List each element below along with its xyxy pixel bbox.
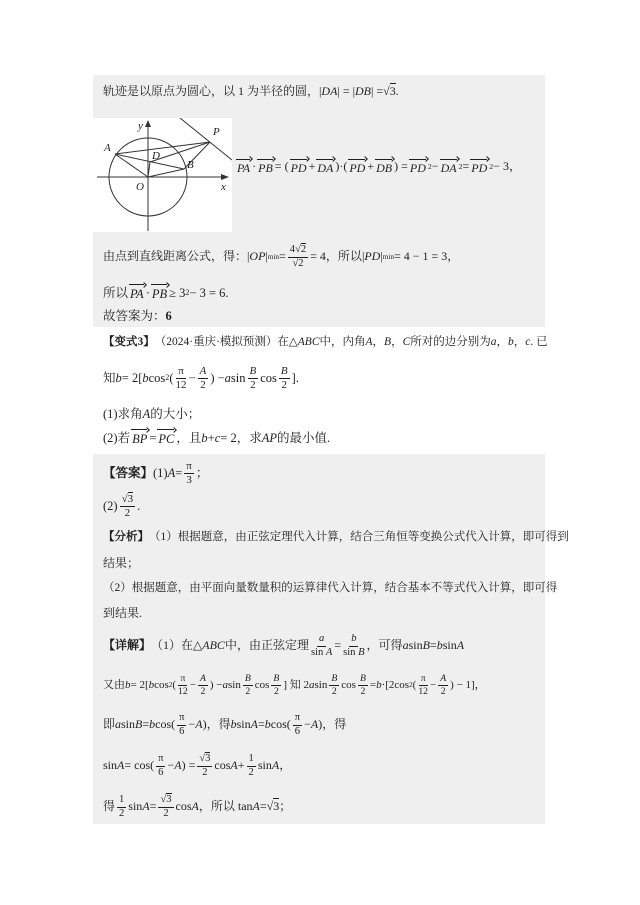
vector-notation: PD <box>471 160 488 175</box>
text-line-l1: 轨迹是以原点为圆心，以 1 为半径的圆， | DA | = | DB | = √3 . <box>103 84 399 99</box>
line-through-P <box>180 118 232 160</box>
text-line-l20: 得 $\frac{1}{2}$ sin A = $\frac{√3}{2}$ cos A ，所以 tan A = √3 ； <box>103 793 292 819</box>
vector-notation: PD <box>290 160 307 175</box>
label-B: B <box>187 159 194 171</box>
label-x: x <box>221 181 226 193</box>
label-A: A <box>104 142 111 154</box>
text-line-l12: 【分析】 （1）根据题意，由正弦定理代入计算，结合三角恒等变换公式代入计算，即可得到 <box>103 531 569 544</box>
vector-notation: PD <box>349 160 366 175</box>
text-line-l13: 结果； <box>103 556 140 571</box>
x-axis-arrow <box>221 174 229 180</box>
segment-OB <box>148 169 184 177</box>
segment-AP <box>115 142 210 154</box>
text-line-l11: (2) $\frac{√3}{2}$ . <box>103 492 141 519</box>
text-line-l15: 到结果. <box>103 606 143 621</box>
geometry-figure <box>93 118 232 232</box>
text-line-l6: 【变式3】 （2024·重庆·模拟预测）在 △ ABC 中，内角 A ， B ， C 所对的边分别为 a ， b ， c . 已 <box>103 336 548 349</box>
text-line-l5: 故答案为： 6 <box>103 308 172 323</box>
y-axis-arrow <box>145 120 151 127</box>
vector-notation: DA <box>440 160 457 175</box>
text-line-l17: 又由 b = 2[ b cos 2 ( $\frac{\pi}{12}$ − $\frac{A}{2}$ ) − a sin $\frac{B}{2}$ cos $\frac{B}{2}$ ] 知 2 a sin $\frac{B}{2}$ cos $\frac{B}{2}$ = b ·[2cos 2 ( $\frac{\pi}{12}$ − $\frac{A}{2}$ ) − 1]， <box>103 672 486 697</box>
vector-notation: PD <box>409 160 426 175</box>
vector-notation: PA <box>237 160 251 175</box>
text-line-l14: （2）根据题意，由平面向量数量积的运算律代入计算，结合基本不等式代入计算，即可得 <box>103 582 558 595</box>
text-line-l19: sin A = cos( $\frac{\pi}{6}$ − A ) = $\frac{√3}{2}$ cos A + $\frac{1}{2}$ sin A ， <box>103 752 292 778</box>
vector-notation: PB <box>258 160 273 175</box>
text-line-l10: 【答案】 (1) A = $\frac{\pi}{3}$ ； <box>103 459 209 486</box>
vector-notation: PB <box>151 287 168 302</box>
text-line-l3: 由点到直线距离公式，得： | OP | min = $\frac{4√2}{√2}$ = 4，所以 | PD | min = 4 − 1 = 3， <box>103 243 460 269</box>
vector-notation: DA <box>317 160 334 175</box>
text-line-l8: (1)求角 A 的大小； <box>103 406 201 421</box>
text-line-l2: PA · PB = ( PD + DA )·( PD + DB ) = PD 2 − DA 2 = PD 2 − 3， <box>237 159 521 175</box>
vector-notation: PA <box>130 287 144 302</box>
vector-notation: BP <box>132 432 148 447</box>
label-D: D <box>152 150 160 162</box>
text-line-l9: (2)若 BP = PC ，且 b + c = 2，求 AP 的最小值. <box>103 430 331 447</box>
text-line-l4: 所以 PA · PB ≥ 3 2 − 3 = 6. <box>103 285 229 302</box>
text-line-l16: 【详解】 （1）在 △ ABC 中，由正弦定理 $\frac{a}{\text{sin A}}$ = $\frac{b}{\text{sin B}}$ ，可得 a sin B = b sin A <box>103 632 465 658</box>
text-line-l18: 即 a sin B = b cos( $\frac{\pi}{6}$ − A )，得 b sin A = b cos( $\frac{\pi}{6}$ − A )，得 <box>103 711 347 737</box>
vector-notation: PC <box>158 432 175 447</box>
label-O: O <box>136 181 144 193</box>
label-y: y <box>138 120 143 132</box>
vector-notation: DB <box>376 160 393 175</box>
label-P: P <box>213 126 220 138</box>
text-line-l7: 知 b = 2[ b cos 2 ( $\frac{\pi}{12}$ − $\frac{A}{2}$ ) − a sin $\frac{B}{2}$ cos $\frac{B}{2}$ ]. <box>103 364 299 391</box>
